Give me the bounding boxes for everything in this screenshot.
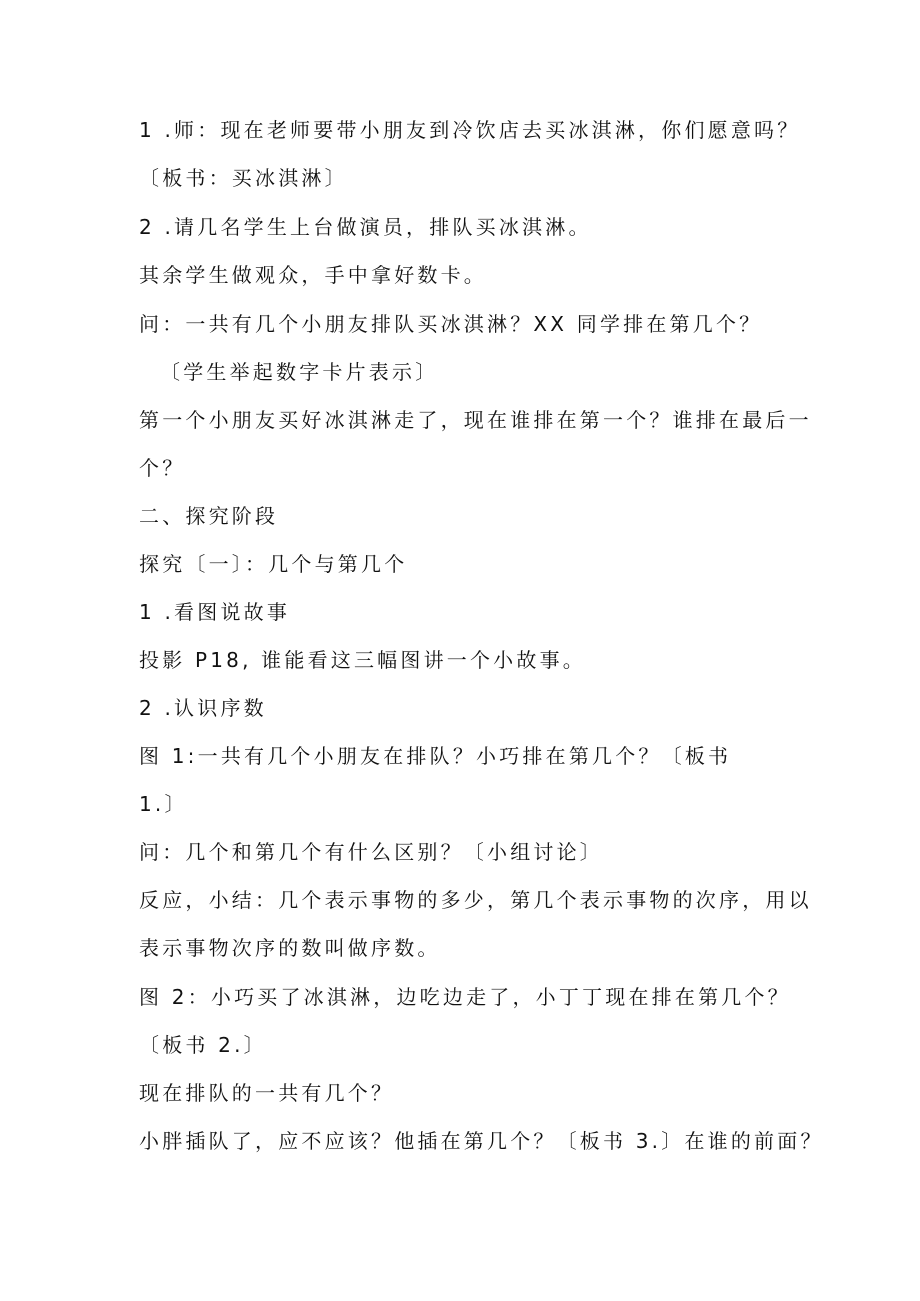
text-line: 问：几个和第几个有什么区别？〔小组讨论〕 <box>139 840 603 864</box>
text-line: 1 .看图说故事 <box>139 600 291 624</box>
text-line: 图 1:一共有几个小朋友在排队？小巧排在第几个？〔板书 <box>139 744 732 768</box>
text-line: 〔板书：买冰淇淋〕 <box>139 166 348 190</box>
text-line: 问：一共有几个小朋友排队买冰淇淋？XX 同学排在第几个？ <box>139 312 763 336</box>
text-line: 投影 P18, 谁能看这三幅图讲一个小故事。 <box>139 648 586 672</box>
text-line: 第一个小朋友买好冰淇淋走了，现在谁排在第一个？谁排在最后一 <box>139 408 812 432</box>
text-line: 1 .师：现在老师要带小朋友到冷饮店去买冰淇淋，你们愿意吗？ <box>139 118 801 142</box>
text-line: 反应，小结：几个表示事物的多少，第几个表示事物的次序，用以 <box>139 888 812 912</box>
text-line: 〔板书 2.〕 <box>139 1033 267 1057</box>
subsection-heading: 探究〔一〕：几个与第几个 <box>139 552 408 576</box>
text-line: 2 .认识序数 <box>139 696 267 720</box>
text-line: 2 .请几名学生上台做演员，排队买冰淇淋。 <box>139 215 592 239</box>
text-line: 1.〕 <box>139 792 188 816</box>
text-line: 现在排队的一共有几个？ <box>139 1081 395 1105</box>
text-line: 〔学生举起数字卡片表示〕 <box>160 360 439 384</box>
text-line: 小胖插队了，应不应该？他插在第几个？〔板书 3.〕在谁的前面？ <box>139 1129 824 1153</box>
text-line: 图 2：小巧买了冰淇淋，边吃边走了，小丁丁现在排在第几个？ <box>139 985 791 1009</box>
section-heading: 二、探究阶段 <box>139 504 279 528</box>
text-line: 个？ <box>139 456 186 480</box>
text-line: 其余学生做观众，手中拿好数卡。 <box>139 263 487 287</box>
text-line: 表示事物次序的数叫做序数。 <box>139 936 441 960</box>
